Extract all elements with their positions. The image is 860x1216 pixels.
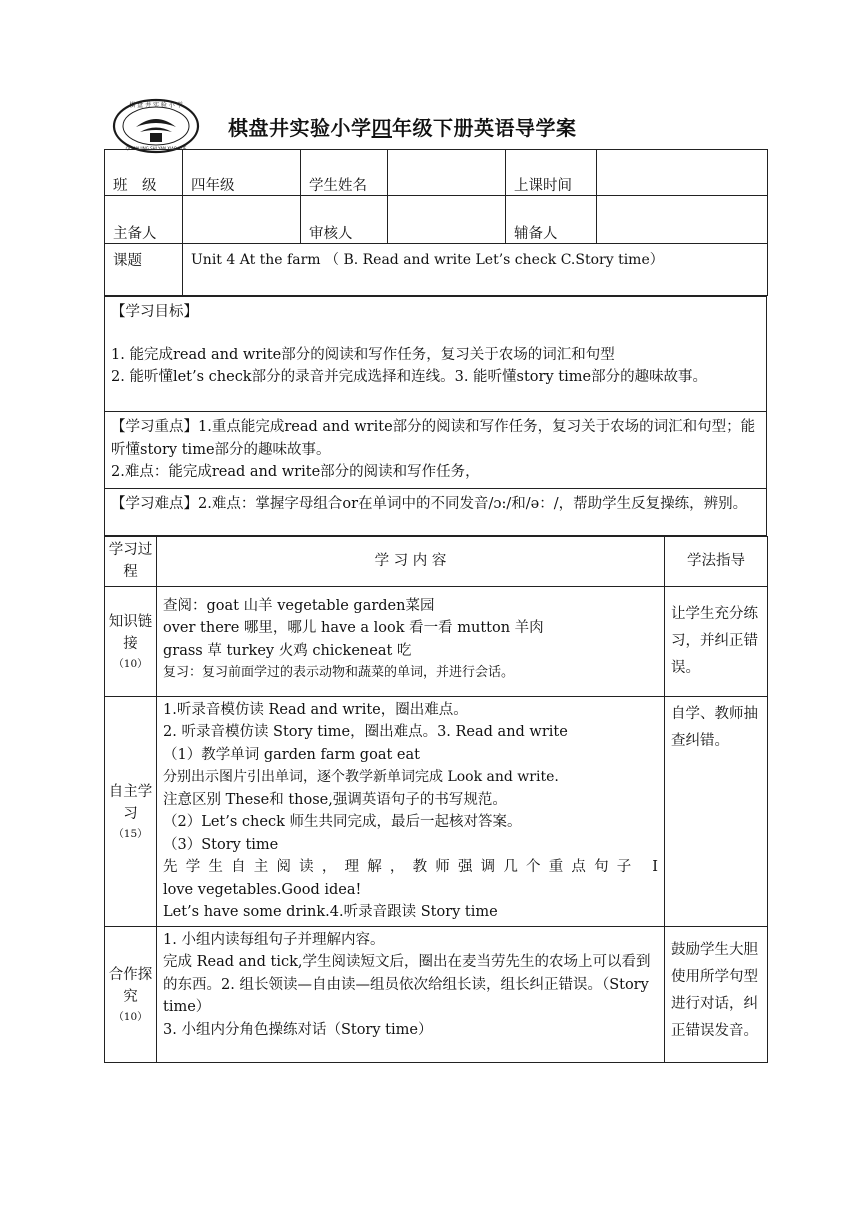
preparer-label: 主备人 [105, 196, 183, 244]
content-line: 查阅：goat 山羊 vegetable garden菜园 [163, 597, 435, 614]
preparer-field[interactable] [183, 196, 301, 244]
table-row [105, 586, 768, 696]
grade-value: 四 [371, 116, 392, 140]
svg-text:棋 盘 井 实 验 小 学: 棋 盘 井 实 验 小 学 [129, 102, 183, 109]
row-minutes: （15） [113, 827, 148, 840]
content-line: 3. 小组内分角色操练对话（Story time） [163, 1021, 433, 1038]
difficult-points [105, 488, 767, 535]
info-table [104, 149, 768, 296]
svg-text:QI PAN JING SHI YAN XIAO XUE: QI PAN JING SHI YAN XIAO XUE [125, 146, 187, 151]
goal-line-2: 2. 能听懂let’s check部分的录音并完成选择和连线。3. 能听懂story time部分的趣味故事。 [111, 369, 708, 385]
key-points [105, 412, 767, 489]
learning-goals [105, 297, 767, 412]
assistant-label: 辅备人 [506, 196, 597, 244]
row-content [157, 926, 665, 1062]
content-line: over there 哪里，哪儿 have a look 看一看 mutton 羊肉 [163, 620, 544, 636]
assistant-field[interactable] [597, 196, 768, 244]
goals-heading: 【学习目标】 [111, 304, 198, 320]
row-guide: 自学、教师抽查纠错。 [665, 696, 768, 926]
row-minutes: （10） [113, 1010, 148, 1023]
class-time-field[interactable] [597, 150, 768, 196]
reviewer-field[interactable] [388, 196, 506, 244]
guide-header: 学法指导 [665, 536, 768, 586]
content-line: 1.听录音模仿读 Read and write，圈出难点。 [163, 701, 468, 718]
key-points-line-2: 2.难点：能完成read and write部分的阅读和写作任务， [111, 464, 480, 480]
content-line: （2）Let’s check 师生共同完成，最后一起核对答案。 [163, 814, 522, 830]
table-row [105, 926, 768, 1062]
content-line: Let’s have some drink.4.听录音跟读 Story time [163, 904, 498, 920]
content-line: 分别出示图片引出单词，逐个教学新单词完成 Look and write. [163, 769, 559, 785]
content-line: （3）Story time [163, 836, 279, 853]
process-table [104, 536, 768, 1063]
content-line: 完成 Read and tick,学生阅读短文后，圈出在麦当劳先生的农场上可以看到的东西。2. 组长领读—自由读—组员依次给组长读，组长纠正错误。（Story time） [163, 954, 651, 1015]
page-title: 棋盘井实验小学四年级下册英语导学案 [228, 116, 577, 140]
difficult-points-line: 【学习难点】2.难点：掌握字母组合or在单词中的不同发音/ɔ:/和/ə：/，帮助学生反复操练，辨别。 [111, 495, 748, 512]
row-guide: 鼓励学生大胆使用所学句型进行对话，纠正错误发音。 [665, 926, 768, 1062]
row-content [157, 696, 665, 926]
row-label: 合作探究 （10） [105, 926, 157, 1062]
content-line: 复习：复习前面学过的表示动物和蔬菜的单词，并进行会话。 [163, 665, 515, 680]
lesson-plan-sheet [104, 149, 767, 1063]
process-header: 学习过程 [105, 536, 157, 586]
student-name-field[interactable] [388, 150, 506, 196]
row-label: 自主学习 （15） [105, 696, 157, 926]
content-header: 学 习 内 容 [157, 536, 665, 586]
reviewer-label: 审核人 [301, 196, 388, 244]
row-guide: 让学生充分练习，并纠正错误。 [665, 586, 768, 696]
objectives-table [104, 296, 767, 536]
key-points-line-1: 【学习重点】1.重点能完成read and write部分的阅读和写作任务，复习关于农场的词汇和句型；能听懂story time部分的趣味故事。 [111, 419, 756, 458]
row-label: 知识链接 （10） [105, 586, 157, 696]
content-line: 1. 小组内读每组句子并理解内容。 [163, 931, 385, 948]
row-content [157, 586, 665, 696]
content-line: （1）教学单词 garden farm goat eat [163, 746, 420, 763]
table-row [105, 696, 768, 926]
content-line: 先学生自主阅读，理解，教师强调几个重点句子 I [163, 859, 658, 875]
class-time-label: 上课时间 [506, 150, 597, 196]
topic-value: Unit 4 At the farm （ B. Read and write Let’s check C.Story time） [183, 244, 768, 296]
row-minutes: （10） [113, 657, 148, 670]
topic-label: 课题 [105, 244, 183, 296]
content-line: 注意区别 These和 those,强调英语句子的书写规范。 [163, 791, 507, 808]
school-logo [112, 97, 200, 155]
class-label: 班 级 [105, 150, 183, 196]
content-line: grass 草 turkey 火鸡 chickeneat 吃 [163, 642, 412, 659]
content-line: 2. 听录音模仿读 Story time，圈出难点。3. Read and write [163, 724, 568, 740]
content-line: love vegetables.Good idea! [163, 881, 362, 898]
class-value: 四年级 [183, 150, 301, 196]
goal-line-1: 1. 能完成read and write部分的阅读和写作任务，复习关于农场的词汇和句型 [111, 346, 615, 363]
student-name-label: 学生姓名 [301, 150, 388, 196]
